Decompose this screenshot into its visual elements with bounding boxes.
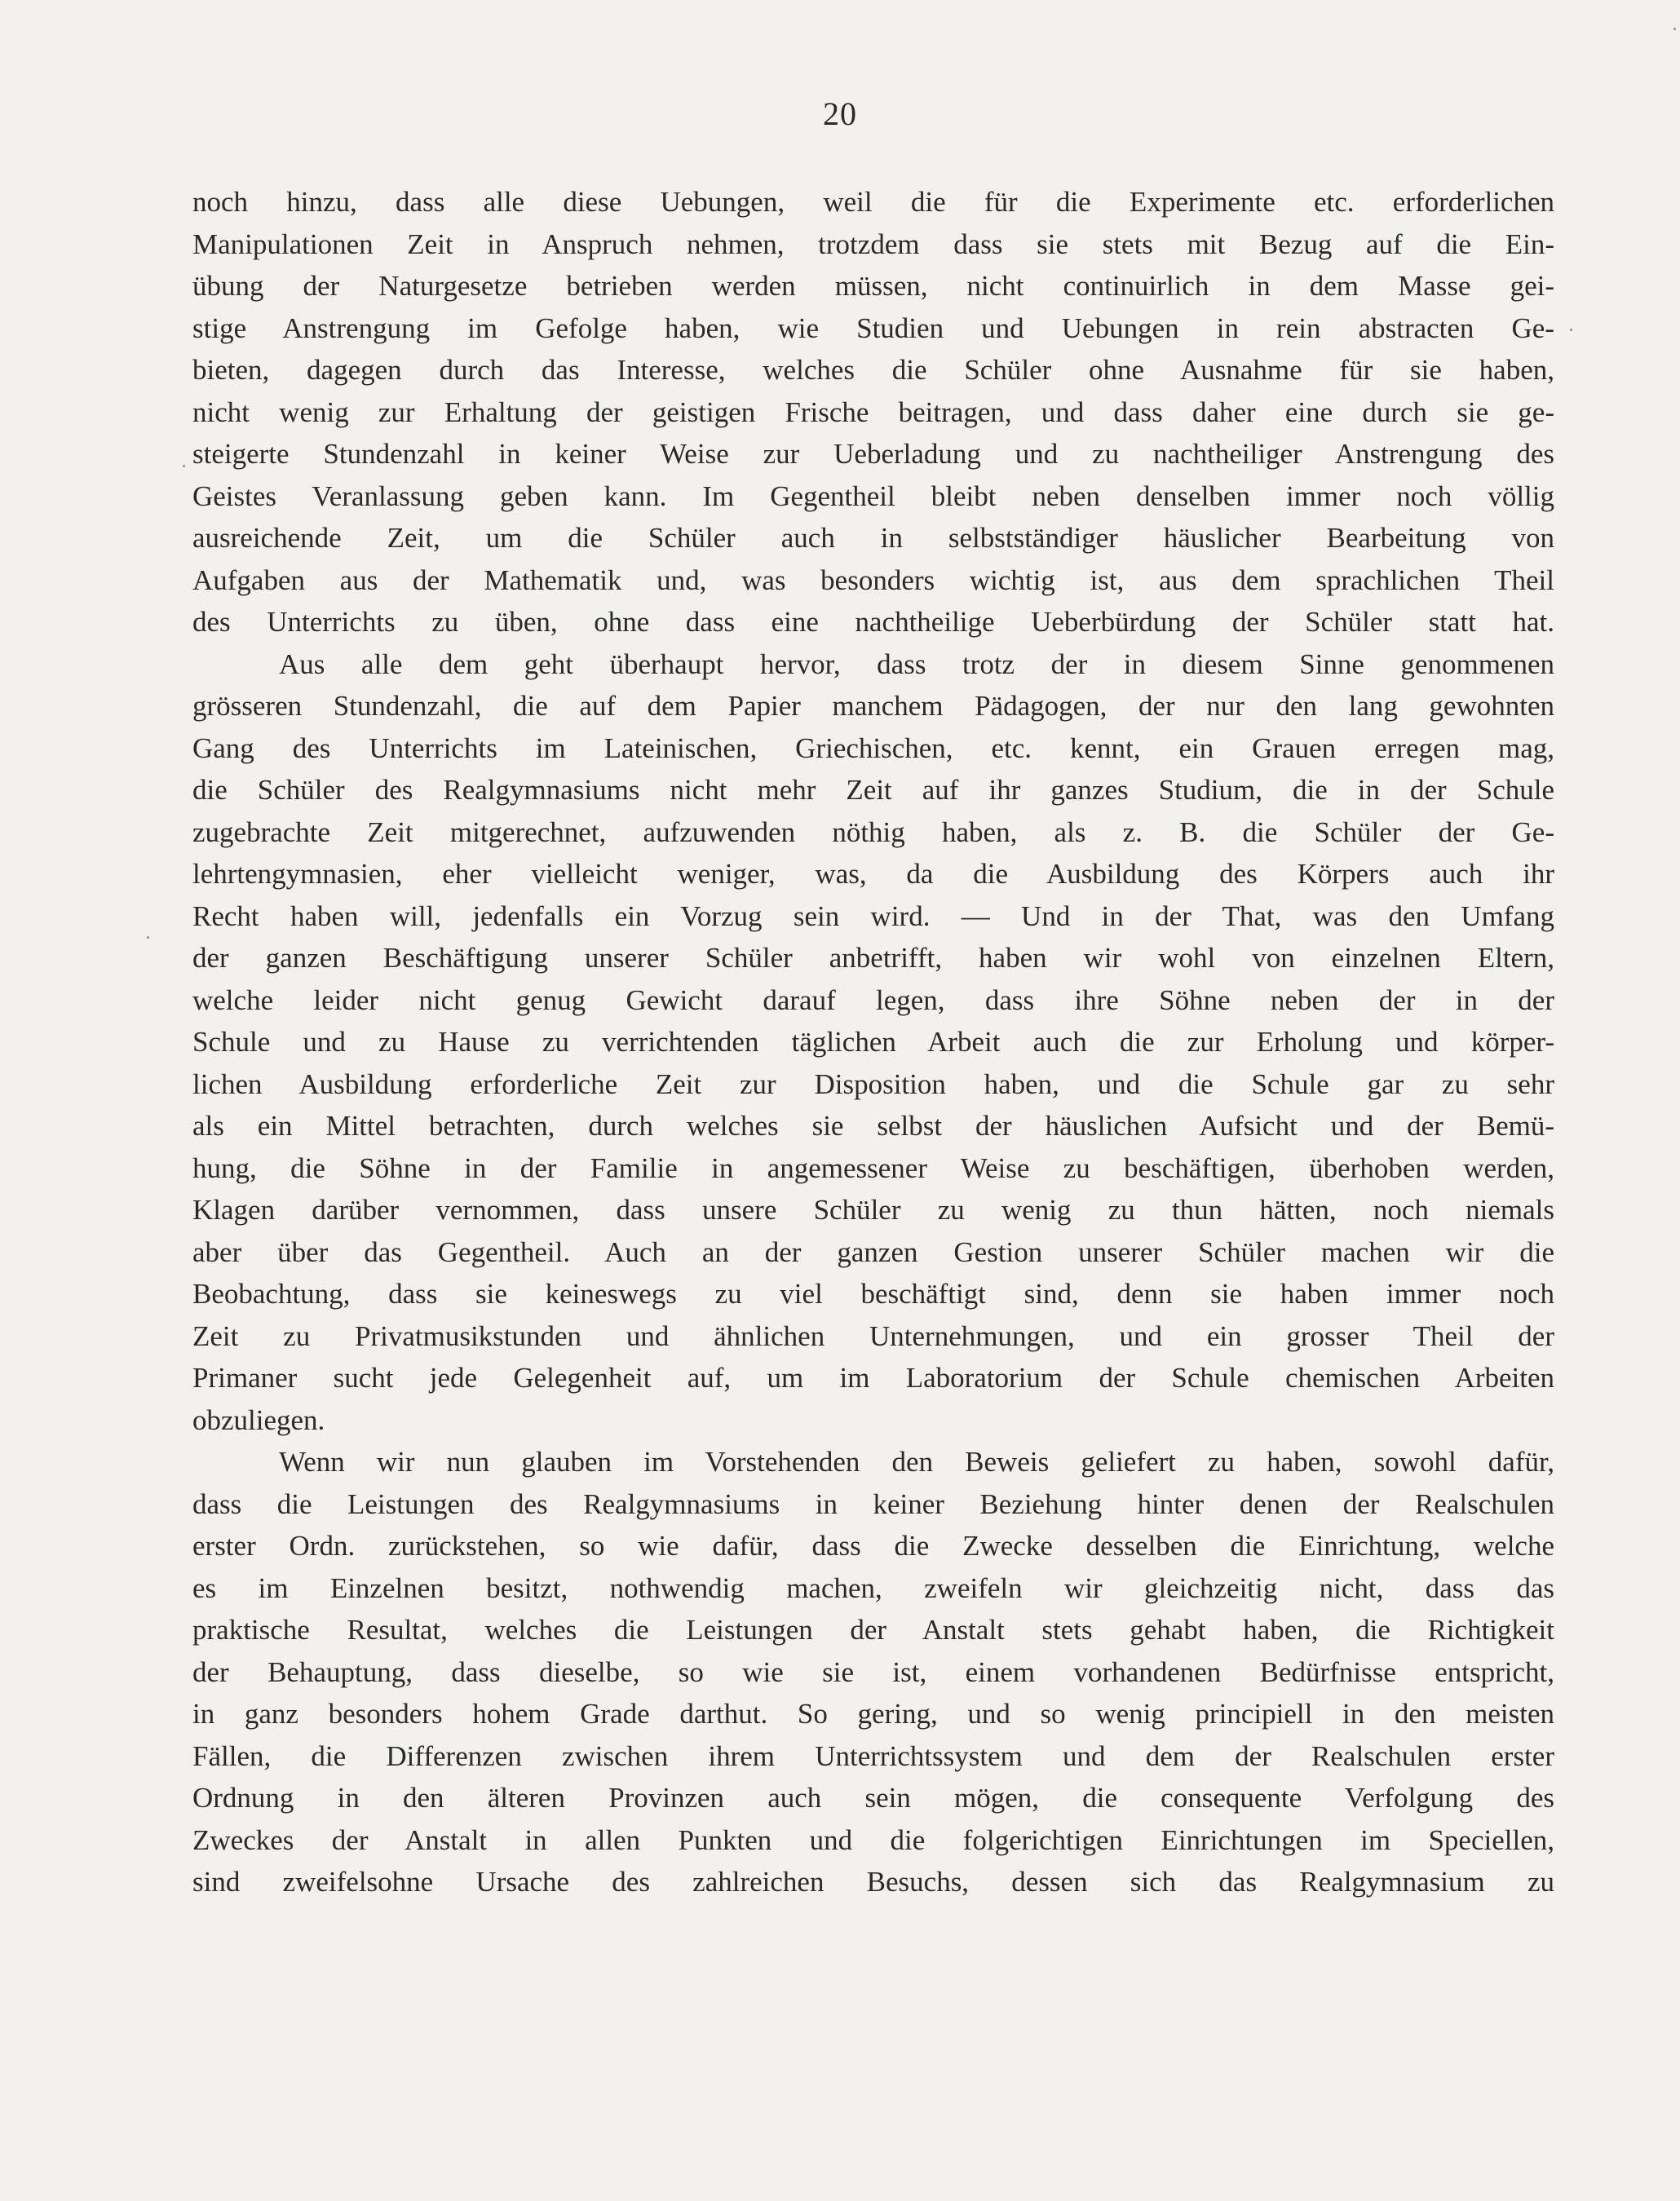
text-line: Klagen darüber vernommen, dass unsere Schüler zu wenig zu thun hätten, noch niemals	[192, 1194, 1554, 1226]
text-line: stige Anstrengung im Gefolge haben, wie Studien und Uebungen in rein abstracten Ge-	[192, 312, 1554, 344]
page-number: 20	[823, 95, 857, 132]
paper-speck	[147, 936, 149, 939]
text-line: Ordnung in den älteren Provinzen auch sein mögen, die consequente Verfolgung des	[192, 1782, 1554, 1814]
text-line: Primaner sucht jede Gelegenheit auf, um im Laboratorium der Schule chemischen Arbeiten	[192, 1362, 1554, 1394]
text-line: steigerte Stundenzahl in keiner Weise zur Ueberladung und zu nachtheiliger Anstrengung des	[192, 438, 1554, 470]
text-line: Beobachtung, dass sie keineswegs zu viel beschäftigt sind, denn sie haben immer noch	[192, 1278, 1554, 1310]
text-line: sind zweifelsohne Ursache des zahlreichen Besuchs, dessen sich das Realgymnasium zu	[192, 1866, 1554, 1898]
text-line: Zweckes der Anstalt in allen Punkten und die folgerichtigen Einrichtungen im Speciellen,	[192, 1823, 1554, 1856]
text-line: Geistes Veranlassung geben kann. Im Gegentheil bleibt neben denselben immer noch völlig	[192, 480, 1554, 512]
text-line: praktische Resultat, welches die Leistungen der Anstalt stets gehabt haben, die Richtigkeit	[192, 1614, 1554, 1646]
text-line: Gang des Unterrichts im Lateinischen, Griechischen, etc. kennt, ein Grauen erregen mag,	[192, 731, 1554, 764]
paper-speck	[1570, 329, 1572, 331]
text-line: noch hinzu, dass alle diese Uebungen, weil die für die Experimente etc. erforderlichen	[192, 186, 1554, 218]
text-line: bieten, dagegen durch das Interesse, welches die Schüler ohne Ausnahme für sie haben,	[192, 354, 1554, 386]
text-line: erster Ordn. zurückstehen, so wie dafür, dass die Zwecke desselben die Einrichtung, welche	[192, 1530, 1554, 1562]
text-line: die Schüler des Realgymnasiums nicht mehr Zeit auf ihr ganzes Studium, die in der Schule	[192, 774, 1554, 806]
text-line: übung der Naturgesetze betrieben werden müssen, nicht continuirlich in dem Masse gei-	[192, 270, 1554, 302]
paper-speck	[183, 465, 185, 467]
text-line: zugebrachte Zeit mitgerechnet, aufzuwenden nöthig haben, als z. B. die Schüler der Ge-	[192, 815, 1554, 848]
text-line: aber über das Gegentheil. Auch an der ganzen Gestion unserer Schüler machen wir die	[192, 1235, 1554, 1268]
text-line: der Behauptung, dass dieselbe, so wie sie ist, einem vorhandenen Bedürfnisse entspricht,	[192, 1655, 1554, 1688]
text-line: Aufgaben aus der Mathematik und, was besonders wichtig ist, aus dem sprachlichen Theil	[192, 564, 1554, 596]
text-line: der ganzen Beschäftigung unserer Schüler anbetrifft, haben wir wohl von einzelnen Eltern,	[192, 942, 1554, 974]
text-line: nicht wenig zur Erhaltung der geistigen Frische beitragen, und dass daher eine durch sie ge-	[192, 396, 1554, 428]
text-line: Aus alle dem geht überhaupt hervor, dass trotz der in diesem Sinne genommenen	[279, 647, 1554, 680]
text-line: des Unterrichts zu üben, ohne dass eine nachtheilige Ueberbürdung der Schüler statt hat.	[192, 606, 1554, 638]
text-line: welche leider nicht genug Gewicht darauf legen, dass ihre Söhne neben der in der	[192, 983, 1554, 1016]
text-line: Wenn wir nun glauben im Vorstehenden den Beweis geliefert zu haben, sowohl dafür,	[279, 1446, 1554, 1478]
text-line: Zeit zu Privatmusikstunden und ähnlichen Unternehmungen, und ein grosser Theil der	[192, 1319, 1554, 1352]
text-line: ausreichende Zeit, um die Schüler auch in selbstständiger häuslicher Bearbeitung von	[192, 522, 1554, 554]
text-line: lichen Ausbildung erforderliche Zeit zur Disposition haben, und die Schule gar zu sehr	[192, 1067, 1554, 1100]
text-line: lehrtengymnasien, eher vielleicht weniger, was, da die Ausbildung des Körpers auch ihr	[192, 858, 1554, 890]
text-line: obzuliegen.	[192, 1403, 325, 1436]
text-line: es im Einzelnen besitzt, nothwendig machen, zweifeln wir gleichzeitig nicht, dass das	[192, 1571, 1554, 1604]
text-line: Manipulationen Zeit in Anspruch nehmen, trotzdem dass sie stets mit Bezug auf die Ein-	[192, 228, 1554, 260]
text-line: grösseren Stundenzahl, die auf dem Papier manchem Pädagogen, der nur den lang gewohnten	[192, 690, 1554, 722]
text-line: Fällen, die Differenzen zwischen ihrem Unterrichtssystem und dem der Realschulen erster	[192, 1739, 1554, 1772]
text-line: Recht haben will, jedenfalls ein Vorzug sein wird. — Und in der That, was den Umfang	[192, 899, 1554, 932]
body-text	[192, 181, 1554, 1903]
paper-speck	[1673, 28, 1676, 30]
text-line: in ganz besonders hohem Grade darthut. So gering, und so wenig principiell in den meisten	[192, 1698, 1554, 1730]
text-line: Schule und zu Hause zu verrichtenden täglichen Arbeit auch die zur Erholung und körper-	[192, 1026, 1554, 1058]
text-line: als ein Mittel betrachten, durch welches sie selbst der häuslichen Aufsicht und der Bemü-	[192, 1110, 1554, 1142]
text-line: hung, die Söhne in der Familie in angemessener Weise zu beschäftigen, überhoben werden,	[192, 1151, 1554, 1184]
text-line: dass die Leistungen des Realgymnasiums in keiner Beziehung hinter denen der Realschulen	[192, 1487, 1554, 1520]
